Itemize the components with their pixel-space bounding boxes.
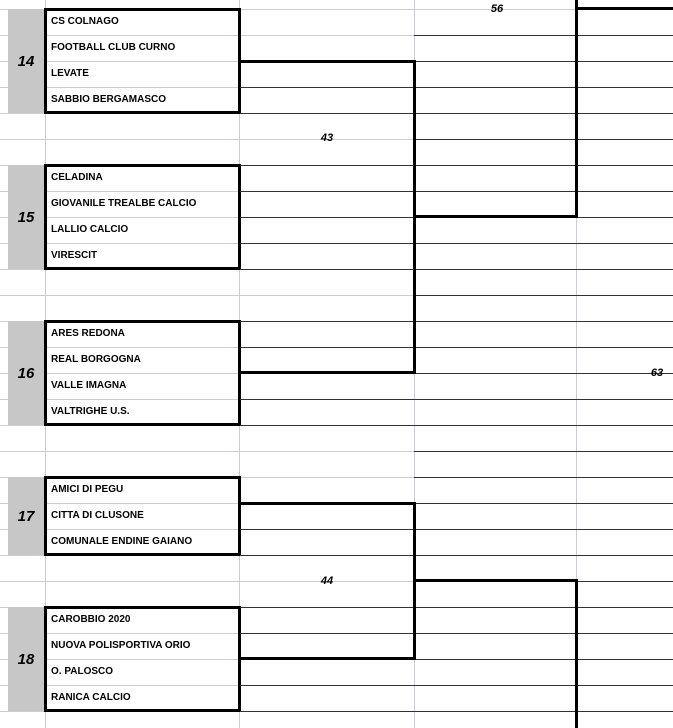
match-number-63: 63 [650,367,664,379]
group-number-15: 15 [8,165,45,269]
team-cell: RANICA CALCIO [51,692,131,703]
bracket-cell-border [414,243,673,244]
team-cell: FOOTBALL CLUB CURNO [51,42,176,53]
bracket-line [239,502,416,505]
bracket-cell-border [414,347,673,348]
team-cell: LEVATE [51,68,89,79]
bracket-cell-border [414,503,673,504]
group-number-16: 16 [8,321,45,425]
team-cell: LALLIO CALCIO [51,224,129,235]
bracket-cell-border [240,555,414,556]
bracket-cell-border [240,529,414,530]
team-cell: CITTA DI CLUSONE [51,510,144,521]
bracket-cell-border [414,87,673,88]
bracket-line [576,7,673,10]
match-number-56: 56 [490,3,504,15]
group-number-17: 17 [8,477,45,555]
bracket-cell-border [240,399,414,400]
bracket-cell-border [414,399,673,400]
bracket-line [239,657,416,660]
bracket-cell-border [414,477,673,478]
bracket-line [414,215,578,218]
bracket-cell-border [414,451,673,452]
bracket-cell-border [240,165,414,166]
team-cell: CAROBBIO 2020 [51,614,131,625]
match-number-44: 44 [320,575,334,587]
bracket-cell-border [240,113,414,114]
bracket-cell-border [414,633,673,634]
group-number-14: 14 [8,9,45,113]
match-number-43: 43 [320,132,334,144]
team-cell: O. PALOSCO [51,666,114,677]
team-cell: AMICI DI PEGU [51,484,124,495]
bracket-cell-border [240,711,414,712]
bracket-cell-border [240,243,414,244]
bracket-cell-border [414,425,673,426]
bracket-cell-border [414,35,673,36]
bracket-cell-border [240,217,414,218]
bracket-cell-border [414,191,673,192]
bracket-cell-border [414,61,673,62]
bracket-cell-border [414,269,673,270]
team-cell: NUOVA POLISPORTIVA ORIO [51,640,191,651]
bracket-cell-border [240,425,414,426]
bracket-cell-border [414,113,673,114]
bracket-cell-border [240,633,414,634]
bracket-cell-border [414,659,673,660]
bracket-line [414,579,578,582]
team-cell: VIRESCIT [51,250,98,261]
bracket-cell-border [240,347,414,348]
team-cell: SABBIO BERGAMASCO [51,94,167,105]
bracket-line [239,371,416,374]
team-cell: GIOVANILE TREALBE CALCIO [51,198,197,209]
group-number-18: 18 [8,607,45,711]
bracket-cell-border [240,87,414,88]
team-cell: VALTRIGHE U.S. [51,406,130,417]
bracket-cell-border [414,529,673,530]
team-cell: VALLE IMAGNA [51,380,127,391]
team-cell: COMUNALE ENDINE GAIANO [51,536,193,547]
bracket-line [575,579,578,728]
bracket-cell-border [240,321,414,322]
team-cell: REAL BORGOGNA [51,354,141,365]
bracket-cell-border [240,685,414,686]
bracket-cell-border [414,139,673,140]
team-cell: ARES REDONA [51,328,125,339]
bracket-cell-border [414,295,673,296]
bracket-cell-border [414,711,673,712]
bracket-cell-border [414,321,673,322]
team-cell: CELADINA [51,172,103,183]
bracket-cell-border [414,555,673,556]
bracket-line [239,60,416,63]
bracket-cell-border [240,191,414,192]
bracket-cell-border [414,685,673,686]
bracket-cell-border [414,607,673,608]
bracket-cell-border [240,607,414,608]
bracket-cell-border [240,269,414,270]
bracket-line [575,0,578,218]
team-cell: CS COLNAGO [51,16,119,27]
bracket-cell-border [414,165,673,166]
